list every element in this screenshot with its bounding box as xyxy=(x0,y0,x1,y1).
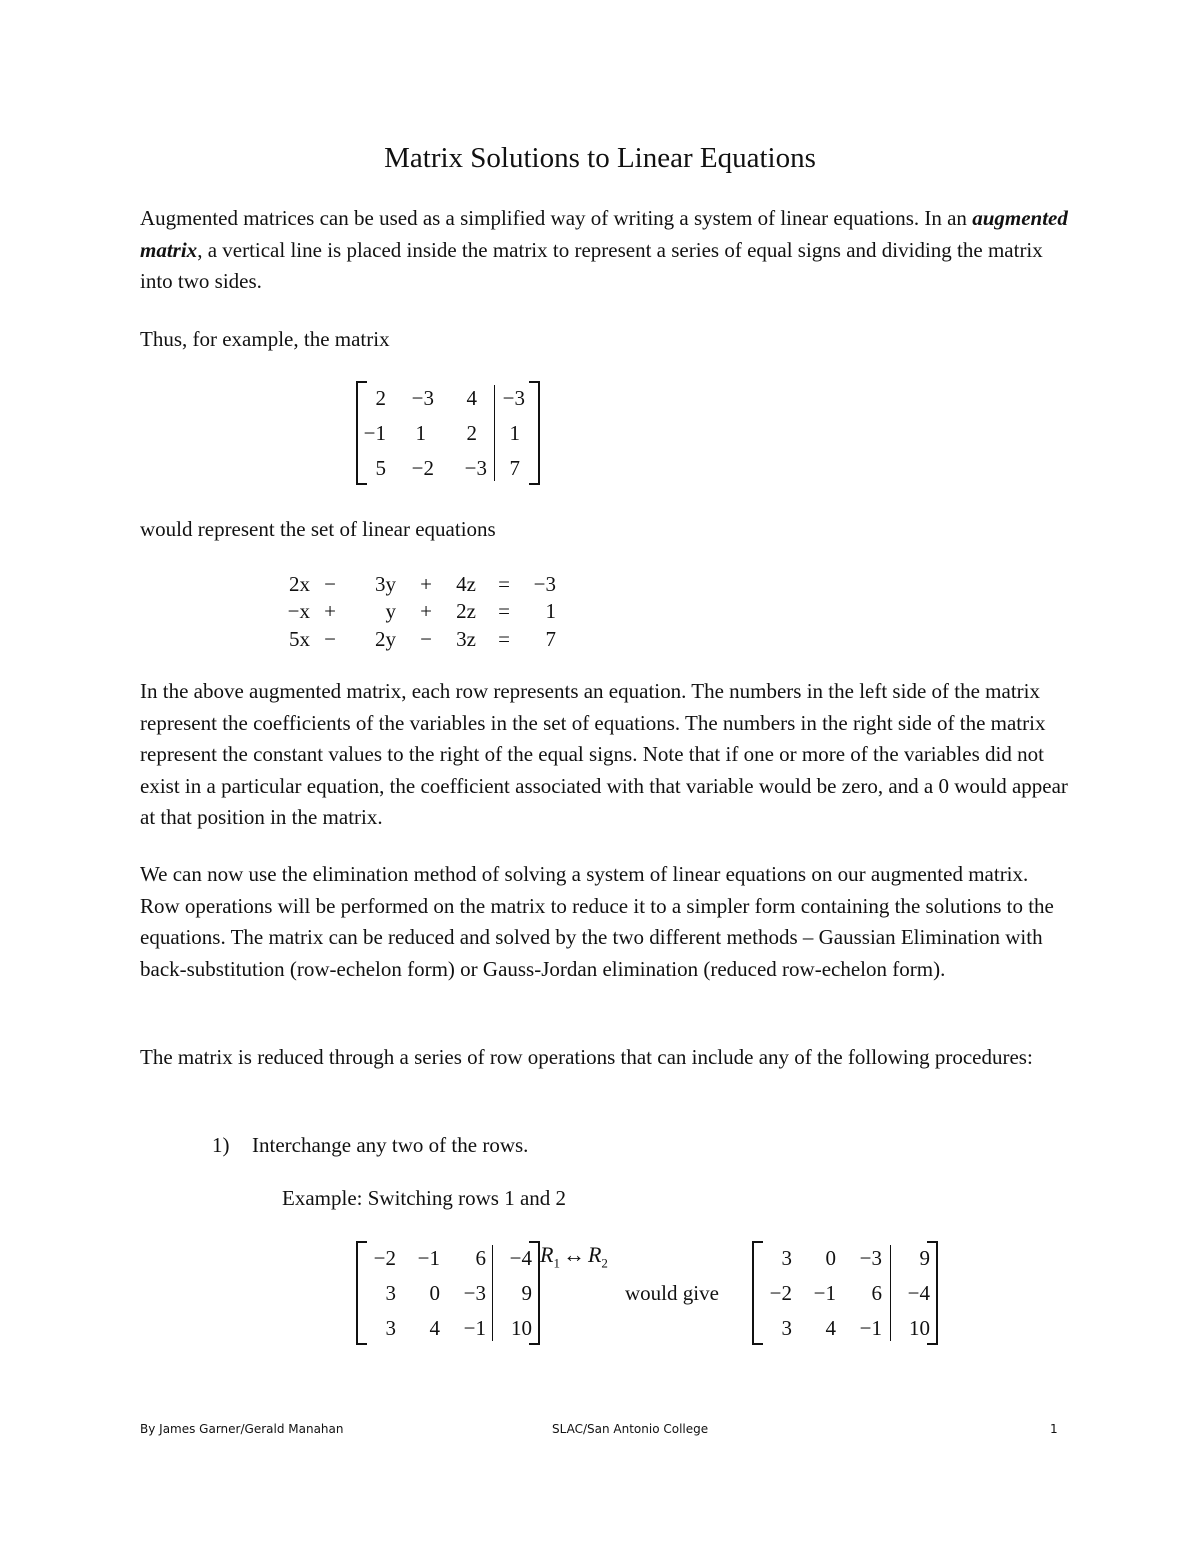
matrix-cell: −1 xyxy=(463,1316,486,1340)
matrix-cell: 4 xyxy=(429,1316,440,1340)
matrix-cell: 9 xyxy=(919,1246,930,1270)
matrix-cell: −2 xyxy=(411,456,434,480)
matrix-cell: −3 xyxy=(859,1246,882,1270)
equation-term: y xyxy=(385,599,396,623)
equations-intro: would represent the set of linear equations xyxy=(140,517,496,541)
matrix-cell: 4 xyxy=(466,386,477,410)
matrix-cell: 4 xyxy=(825,1316,836,1340)
equation-term: 3z xyxy=(456,627,476,651)
footer-page-number: 1 xyxy=(1050,1422,1058,1436)
matrix-cell: −3 xyxy=(502,386,525,410)
matrix-cell: 6 xyxy=(475,1246,486,1270)
matrix-cell: 1 xyxy=(415,421,426,445)
matrix-cell: 1 xyxy=(509,421,520,445)
equation-operator: − xyxy=(324,627,336,651)
row-operation-label xyxy=(540,1242,608,1271)
equation-term: 2x xyxy=(289,572,310,596)
equation-constant: 1 xyxy=(545,599,556,623)
intro-text-2: , a vertical line is placed inside the matrix to represent a series of equal signs and dividing the matrix into two sides. xyxy=(140,237,1043,293)
example-label: Example: Switching rows 1 and 2 xyxy=(282,1186,567,1210)
matrix-cell: −4 xyxy=(907,1281,930,1305)
equation-operator: − xyxy=(324,572,336,596)
matrix-cell: 10 xyxy=(909,1316,930,1340)
augmented-matrix-term: augmented matrix xyxy=(140,206,1068,262)
equation-equals: = xyxy=(498,599,510,623)
list-item-number: 1) xyxy=(212,1133,230,1157)
equation-operator: + xyxy=(324,599,336,623)
equation-term: 2y xyxy=(375,627,396,651)
right-bracket xyxy=(529,381,540,485)
matrix-cell: 0 xyxy=(825,1246,836,1270)
matrix-cell: 2 xyxy=(375,386,386,410)
row-index: 1 xyxy=(553,1255,560,1271)
matrix-cell: −1 xyxy=(417,1246,440,1270)
matrix-before-swap xyxy=(356,1241,540,1345)
intro-text-1: Augmented matrices can be used as a simplified way of writing a system of linear equations. In an xyxy=(140,206,973,230)
equation-equals: = xyxy=(498,627,510,651)
matrix-cell: 5 xyxy=(375,456,386,480)
equation-term: 5x xyxy=(289,627,310,651)
matrix-cell: −3 xyxy=(464,456,487,480)
equation-operator: + xyxy=(420,572,432,596)
equation-term: −x xyxy=(287,599,310,623)
equation-operator: − xyxy=(420,627,432,651)
swap-arrow-icon: ↔ xyxy=(562,1242,585,1267)
intro-paragraph xyxy=(140,203,1070,298)
matrix-cell: 2 xyxy=(466,421,477,445)
matrix-cell: 3 xyxy=(385,1316,396,1340)
matrix-cell: −1 xyxy=(813,1281,836,1305)
matrix-after-swap xyxy=(752,1241,938,1345)
matrix-cell: −3 xyxy=(411,386,434,410)
matrix-cell: 0 xyxy=(429,1281,440,1305)
matrix-cell: 7 xyxy=(509,456,520,480)
equation-term: 4z xyxy=(456,572,476,596)
row-symbol: R xyxy=(540,1242,554,1267)
matrix-cell: 10 xyxy=(511,1316,532,1340)
matrix-cell: 3 xyxy=(781,1316,792,1340)
equation-constant: 7 xyxy=(545,627,556,651)
matrix-cell: −1 xyxy=(363,421,386,445)
example-intro: Thus, for example, the matrix xyxy=(140,327,390,351)
paragraph-rows: In the above augmented matrix, each row represents an equation. The numbers in the left side of the matrix represent the coefficients of the variables in the set of equations. The numbers in the right side of the matrix represent the constant values to the right of the equal signs. Note that if one or more of the variables did not exist in a particular equation, the coefficient associated with that variable would be zero, and a 0 would appear at that position in the matrix. xyxy=(140,679,1068,829)
matrix-cell: 3 xyxy=(385,1281,396,1305)
equation-term: 2z xyxy=(456,599,476,623)
paragraph-elimination: We can now use the elimination method of solving a system of linear equations on our augmented matrix. Row operations will be performed on the matrix to reduce it to a simpler form containing the solutions to the equations. The matrix can be reduced and solved by the two different methods – Gaussian Elimination with back-substitution (row-echelon form) or Gauss-Jordan elimination (reduced row-echelon form). xyxy=(140,862,1054,981)
paragraph-procedures: The matrix is reduced through a series of row operations that can include any of the following procedures: xyxy=(140,1045,1033,1069)
equation-equals: = xyxy=(498,572,510,596)
equation-operator: + xyxy=(420,599,432,623)
would-give-text: would give xyxy=(625,1281,719,1305)
list-item-text: Interchange any two of the rows. xyxy=(252,1133,529,1157)
matrix-cell: −1 xyxy=(859,1316,882,1340)
footer-institution: SLAC/San Antonio College xyxy=(552,1422,709,1436)
matrix-cell: −2 xyxy=(769,1281,792,1305)
row-symbol: R xyxy=(587,1242,602,1267)
matrix-cell: −4 xyxy=(509,1246,532,1270)
equation-term: 3y xyxy=(375,572,396,596)
row-index: 2 xyxy=(601,1255,608,1271)
page-title: Matrix Solutions to Linear Equations xyxy=(384,142,816,174)
matrix-cell: 9 xyxy=(521,1281,532,1305)
augmented-matrix-example xyxy=(356,381,540,485)
footer-author: By James Garner/Gerald Manahan xyxy=(140,1422,344,1436)
matrix-cell: 6 xyxy=(871,1281,882,1305)
matrix-cell: −2 xyxy=(373,1246,396,1270)
matrix-cell: −3 xyxy=(463,1281,486,1305)
equation-constant: −3 xyxy=(533,572,556,596)
matrix-cell: 3 xyxy=(781,1246,792,1270)
